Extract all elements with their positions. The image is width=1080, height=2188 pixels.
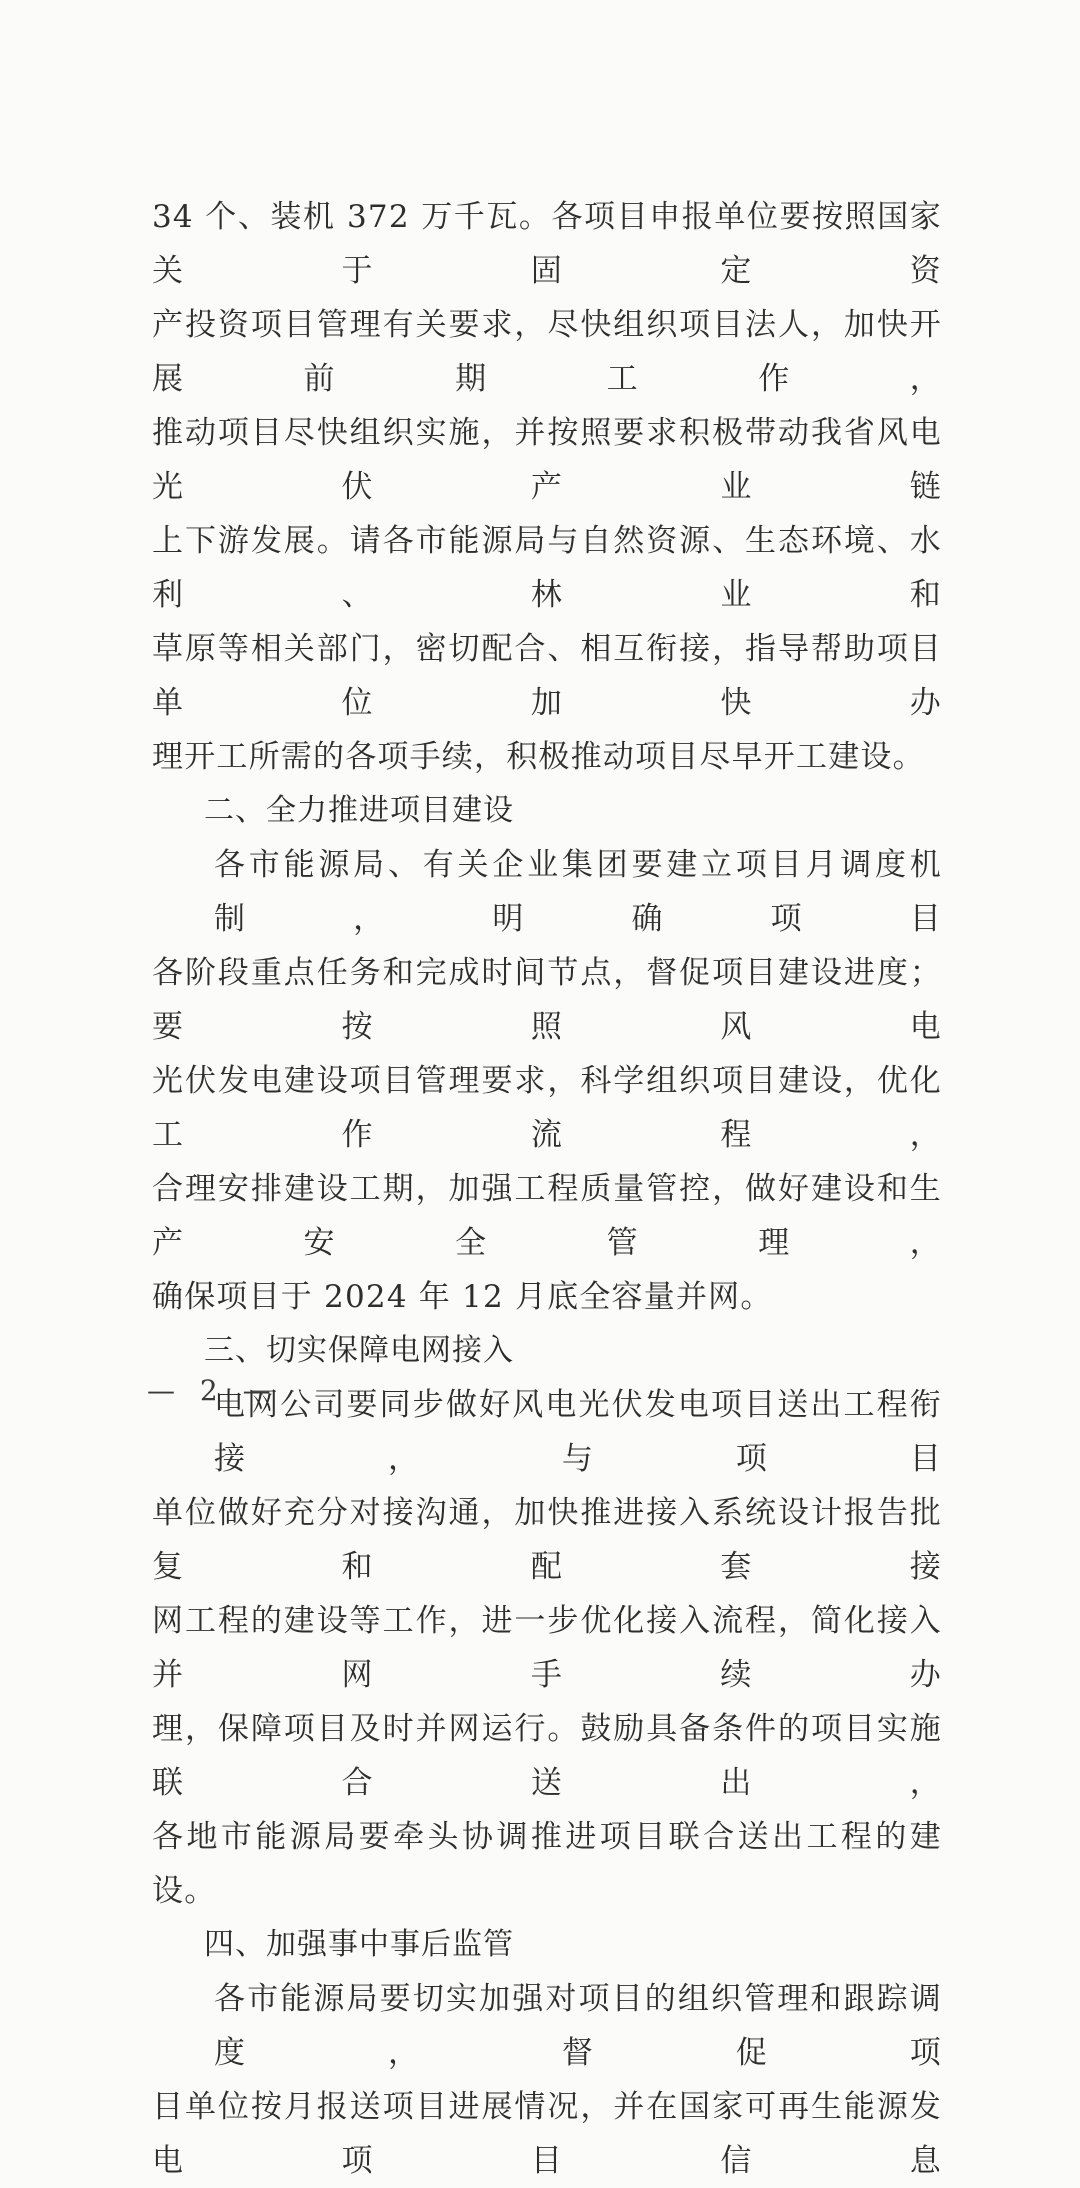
text-line: 各阶段重点任务和完成时间节点，督促项目建设进度；要按照风电 <box>152 955 942 1045</box>
text-line: 产投资项目管理有关要求，尽快组织项目法人，加快开展前期工作， <box>152 307 942 397</box>
text-line: 单位做好充分对接沟通，加快推进接入系统设计报告批复和配套接 <box>152 1495 942 1585</box>
body-paragraph <box>152 1972 942 2188</box>
text-line: 34 个、装机 372 万千瓦。各项目申报单位要按照国家关于固定资 <box>152 199 942 289</box>
text-line: 目单位按月报送项目进展情况，并在国家可再生能源发电项目信息 <box>152 2089 942 2179</box>
text-line: 草原等相关部门，密切配合、相互衔接，指导帮助项目单位加快办 <box>152 631 942 721</box>
page-number: — 2 — <box>147 1374 279 1407</box>
text-line: 网工程的建设等工作，进一步优化接入流程，简化接入并网手续办 <box>152 1603 942 1693</box>
body-paragraph <box>152 190 942 784</box>
body-paragraph <box>152 838 942 1324</box>
text-line: 理开工所需的各项手续，积极推动项目尽早开工建设。 <box>152 739 925 775</box>
section-heading: 三、切实保障电网接入 <box>204 1333 514 1368</box>
text-line: 推动项目尽快组织实施，并按照要求积极带动我省风电光伏产业链 <box>152 415 942 505</box>
body-paragraph <box>152 1378 942 1918</box>
text-line: 理，保障项目及时并网运行。鼓励具备条件的项目实施联合送出， <box>152 1711 942 1801</box>
text-line: 光伏发电建设项目管理要求，科学组织项目建设，优化工作流程， <box>152 1063 942 1153</box>
text-line: 上下游发展。请各市能源局与自然资源、生态环境、水利、林业和 <box>152 523 942 613</box>
text-line: 各地市能源局要牵头协调推进项目联合送出工程的建设。 <box>152 1819 942 1909</box>
document-body <box>152 190 942 2188</box>
text-line: 电网公司要同步做好风电光伏发电项目送出工程衔接，与项目 <box>214 1387 942 1477</box>
text-line: 合理安排建设工期，加强工程质量管控，做好建设和生产安全管理， <box>152 1171 942 1261</box>
text-line: 各市能源局要切实加强对项目的组织管理和跟踪调度，督促项 <box>214 1981 942 2071</box>
section-heading: 四、加强事中事后监管 <box>204 1927 514 1962</box>
text-line: 各市能源局、有关企业集团要建立项目月调度机制，明确项目 <box>214 847 942 937</box>
section-heading: 二、全力推进项目建设 <box>204 793 514 828</box>
text-line: 确保项目于 2024 年 12 月底全容量并网。 <box>152 1279 773 1315</box>
